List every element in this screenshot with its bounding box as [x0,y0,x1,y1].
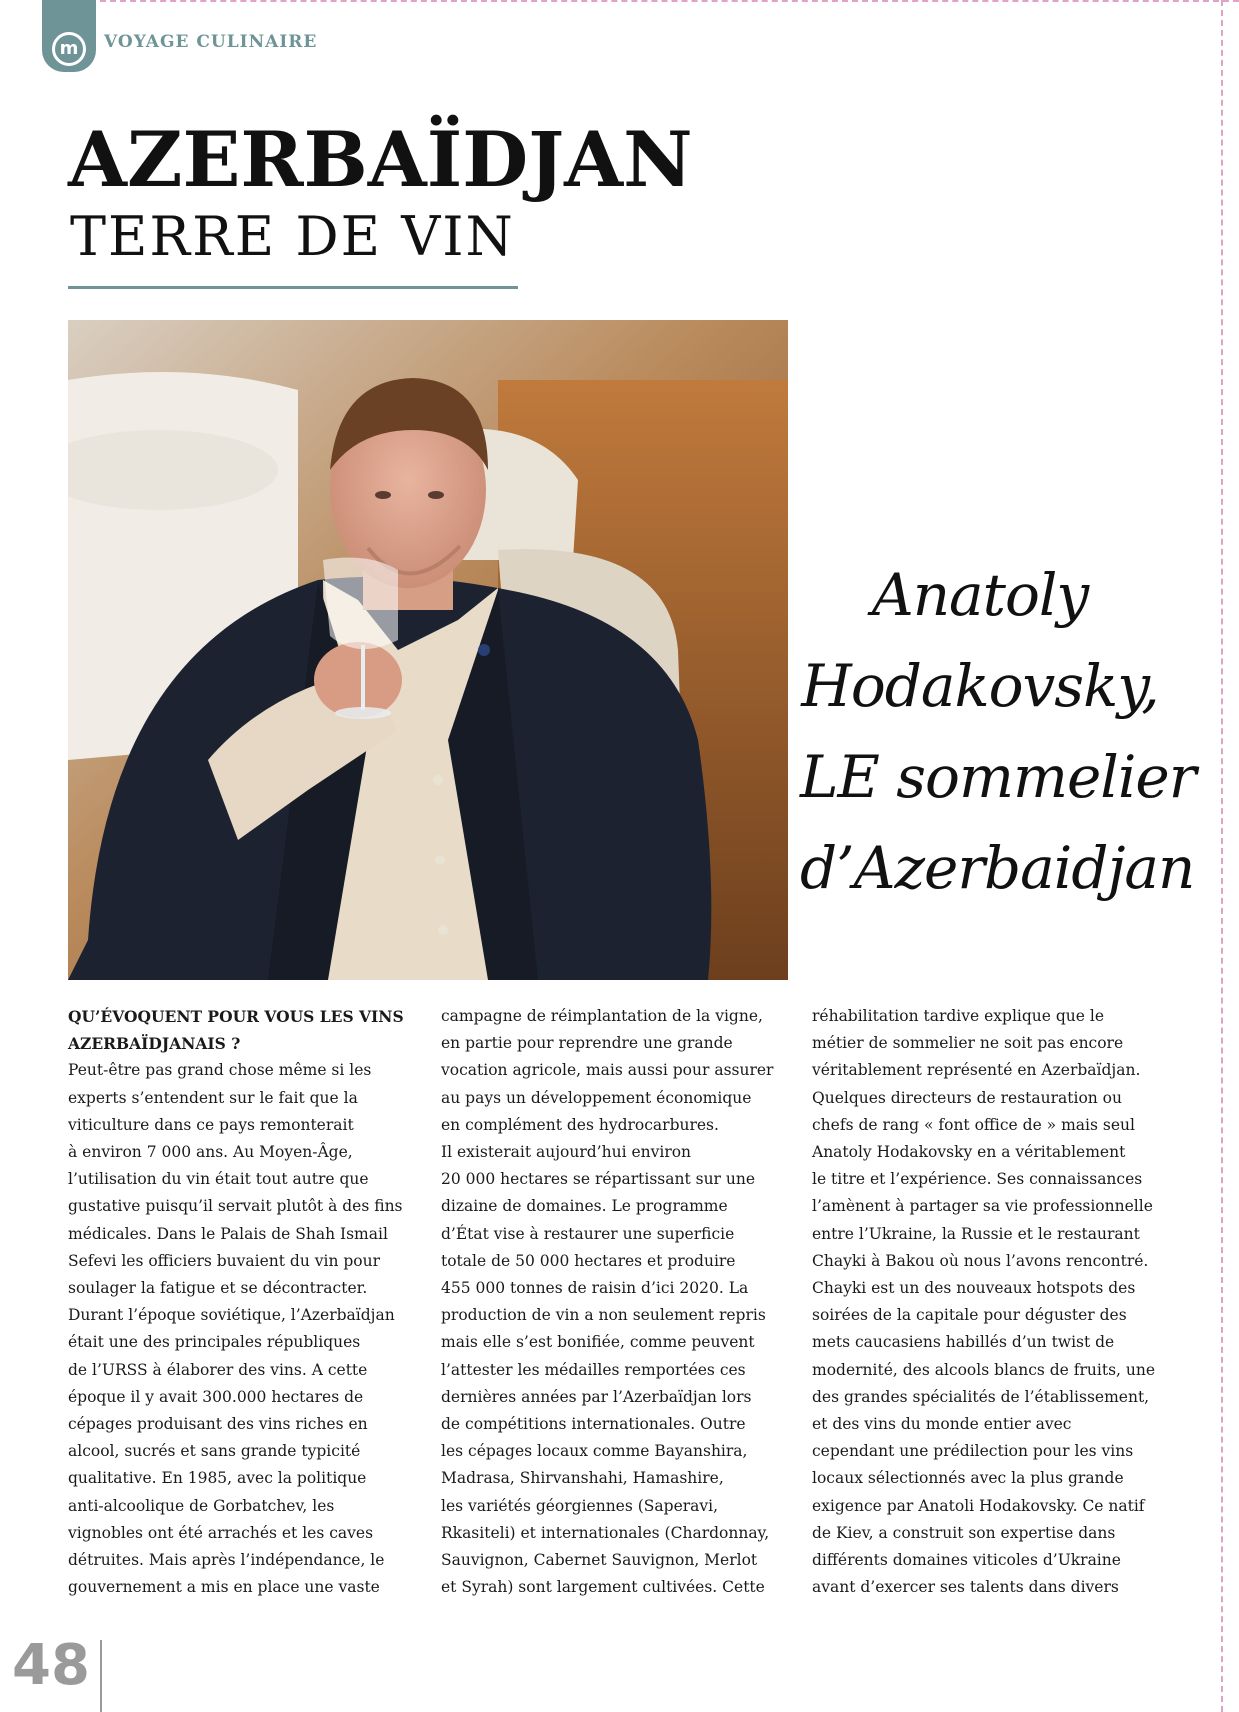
page-number: 48 [12,1633,90,1698]
article-paragraph: Peut-être pas grand chose même si les experts s’entendent sur le fait que la viticulture dans ce pays remonterait à environ 7 000 ans. Au Moyen-Âge, l’utilisation du vin était tout autre que gustative puisqu’il servait plutôt à des fins médicales. Dans le Palais de Shah Ismail Sefevi les officiers buvaient du vin pour soulager la fatigue et se décontracter. Durant l’époque soviétique, l’Azerbaïdjan était une des principales républiques de l’URSS à élaborer des vins. A cette époque il y avait 300.000 hectares de cépages produisant des vins riches en alcool, sucrés et sans grande typicité qualitative. En 1985, avec la politique anti-alcoolique de Gorbatchev, les vignobles ont été arrachés et les caves détruites. Mais après l’indépendance, le gouvernement a mis en place une vaste [68,1061,403,1597]
pull-quote-line: LE sommelier [800,743,1196,811]
pull-quote-line: Anatoly [871,561,1089,629]
section-label: VOYAGE CULINAIRE [104,32,318,52]
article-column-2 [441,1003,791,1601]
pull-quote-line: Hodakovsky, [801,652,1159,720]
logo-letter: m [59,38,79,59]
article-paragraph: campagne de réimplantation de la vigne, en partie pour reprendre une grande vocation agricole, mais aussi pour assurer au pays un développement économique en complément des hydrocarbures. Il existerait aujourd’hui environ 20 000 hectares se répartissant sur une dizaine de domaines. Le programme d’État vise à restaurer une superficie totale de 50 000 hectares et produire 455 000 tonnes de raisin d’ici 2020. La production de vin a non seulement repris mais elle s’est bonifiée, comme peuvent l’attester les médailles remportées ces dernières années par l’Azerbaïdjan lors de compétitions internationales. Outre les cépages locaux comme Bayanshira, Madrasa, Shirvanshahi, Hamashire, les variétés géorgiennes (Saperavi, Rkasiteli) et internationales (Chardonnay, Sauvignon, Cabernet Sauvignon, Merlot et Syrah) sont largement cultivées. Cette [441,1007,774,1597]
article-paragraph: réhabilitation tardive explique que le métier de sommelier ne soit pas encore véritablement représenté en Azerbaïdjan. Quelques directeurs de restauration ou chefs de rang « font office de » mais seul Anatoly Hodakovsky en a véritablement le titre et l’expérience. Ses connaissances l’amènent à partager sa vie professionnelle entre l’Ukraine, la Russie et le restaurant Chayki à Bakou où nous l’avons rencontré. Chayki est un des nouveaux hotspots des soirées de la capitale pour déguster des mets caucasiens habillés d’un twist de modernité, des alcools blancs de fruits, une des grandes spécialités de l’établissement, et des vins du monde entier avec cependant une prédilection pour les vins locaux sélectionnés avec la plus grande exigence par Anatoli Hodakovsky. Ce natif de Kiev, a construit son expertise dans différents domaines viticoles d’Ukraine avant d’exercer ses talents dans divers [812,1007,1156,1597]
article-column-1 [68,1003,418,1601]
page-number-divider [100,1640,102,1712]
article-question-heading: QU’ÉVOQUENT POUR VOUS LES VINS AZERBAÏDJANAIS ? [68,1007,404,1054]
magazine-logo-icon [52,32,86,66]
title-underline [68,286,518,289]
pull-quote [800,550,1196,914]
article-subtitle: TERRE DE VIN [70,205,515,268]
magazine-logo-tab [42,0,96,72]
page-edge-top [100,0,1239,2]
article-column-3 [812,1003,1167,1601]
sommelier-photo [68,320,788,980]
sommelier-photo-illustration [68,320,788,980]
pull-quote-line: d’Azerbaidjan [800,834,1195,902]
page-edge-right [1221,0,1223,1712]
article-title: AZERBAÏDJAN [68,115,693,204]
